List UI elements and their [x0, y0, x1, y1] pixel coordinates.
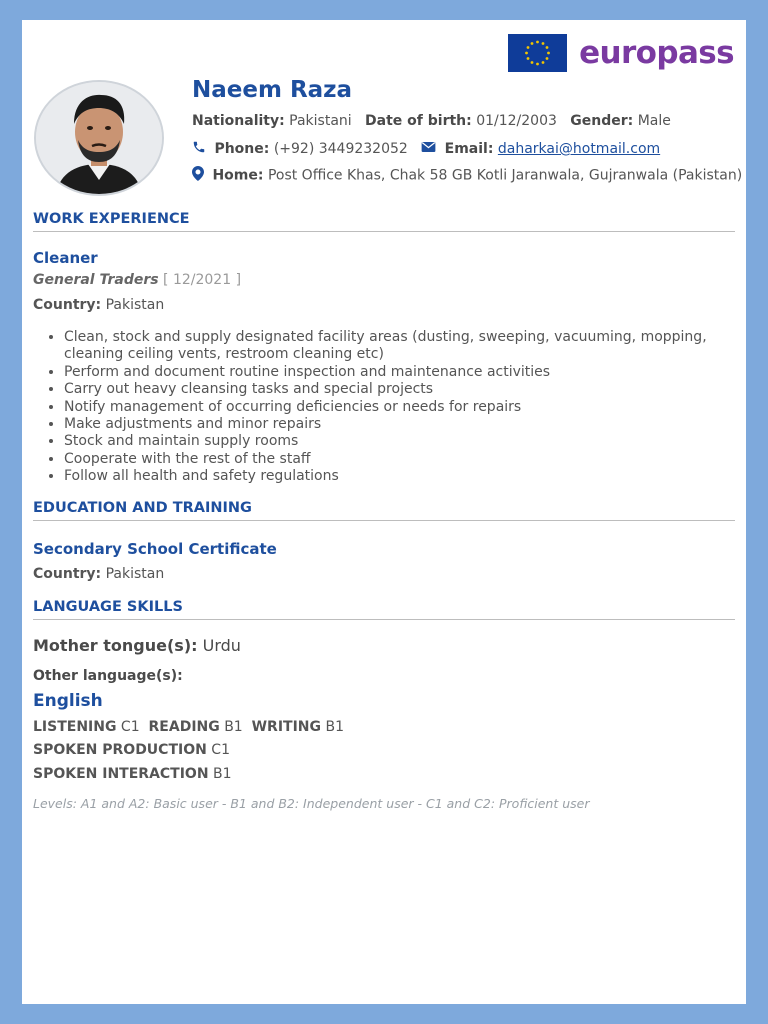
email-link[interactable]: daharkai@hotmail.com: [497, 141, 661, 157]
location-pin-icon: [192, 166, 204, 185]
spoken-production-value: C1: [211, 742, 230, 758]
reading-value: B1: [224, 719, 243, 735]
europass-logo: [508, 34, 734, 72]
cv-page: [22, 20, 746, 1004]
mother-tongue-label: Mother tongue(s):: [33, 636, 198, 655]
listening-value: C1: [120, 719, 140, 735]
home-row: [192, 166, 742, 185]
email-icon: [421, 141, 436, 157]
language-skills-heading: LANGUAGE SKILLS: [33, 599, 735, 620]
spoken-interaction-value: B1: [213, 766, 232, 782]
skills-row-3: [33, 766, 232, 782]
home-value: Post Office Khas, Chak 58 GB Kotli Jaranwala, Gujranwala (Pakistan): [267, 167, 743, 184]
reading-label: READING: [148, 719, 220, 735]
contact-row: [192, 140, 660, 158]
candidate-name: Naeem Raza: [192, 77, 353, 103]
writing-label: WRITING: [251, 719, 322, 735]
frame-corner: [746, 0, 768, 82]
mother-tongue-row: [33, 636, 241, 655]
work-country-label: Country:: [33, 297, 102, 313]
list-item: • Clean, stock and supply designated facility areas (dusting, sweeping, vacuuming, mopping, cleaning ceiling vents, restroom cleaning etc): [64, 329, 744, 364]
phone-icon: [192, 140, 206, 158]
frame-corner: [746, 942, 768, 1024]
employer-line: [33, 272, 241, 288]
education-heading: EDUCATION AND TRAINING: [33, 500, 735, 521]
spoken-interaction-label: SPOKEN INTERACTION: [33, 766, 209, 782]
avatar: [34, 80, 164, 196]
personal-info-row: [192, 113, 671, 129]
skills-row-2: [33, 742, 230, 758]
frame-corner: [0, 942, 22, 1024]
skills-row-1: [33, 719, 344, 735]
language-name: English: [33, 691, 103, 711]
list-item: • Make adjustments and minor repairs: [64, 416, 744, 433]
work-country-value: Pakistan: [105, 297, 165, 313]
nationality-value: Pakistani: [289, 113, 352, 129]
duties-list: [50, 329, 744, 486]
phone-value: (+92) 3449232052: [273, 141, 408, 157]
list-item: • Follow all health and safety regulations: [64, 468, 744, 485]
list-item: • Notify management of occurring deficiencies or needs for repairs: [64, 399, 744, 416]
europass-wordmark: europass: [579, 35, 734, 71]
dob-label: Date of birth:: [365, 113, 472, 129]
listening-label: LISTENING: [33, 719, 117, 735]
mother-tongue-value: Urdu: [202, 636, 241, 655]
home-label: Home:: [212, 167, 264, 184]
list-item: • Cooperate with the rest of the staff: [64, 451, 744, 468]
gender-value: Male: [637, 113, 671, 129]
eu-flag-icon: [508, 34, 567, 72]
qualification-title: Secondary School Certificate: [33, 540, 277, 558]
dob-value: 01/12/2003: [476, 113, 557, 129]
writing-value: B1: [325, 719, 344, 735]
education-country-label: Country:: [33, 566, 102, 582]
education-country-value: Pakistan: [105, 566, 165, 582]
list-item: • Stock and maintain supply rooms: [64, 433, 744, 450]
list-item: • Perform and document routine inspection and maintenance activities: [64, 364, 744, 381]
work-country: [33, 297, 164, 313]
other-languages-label: Other language(s):: [33, 668, 183, 684]
frame-corner: [0, 0, 22, 82]
levels-note: Levels: A1 and A2: Basic user - B1 and B2: Independent user - C1 and C2: Proficient user: [33, 796, 590, 811]
email-label: Email:: [444, 141, 494, 157]
phone-label: Phone:: [214, 141, 270, 157]
job-title: Cleaner: [33, 249, 98, 267]
nationality-label: Nationality:: [192, 113, 285, 129]
employer-name: General Traders: [33, 272, 159, 288]
education-country: [33, 566, 164, 582]
spoken-production-label: SPOKEN PRODUCTION: [33, 742, 207, 758]
gender-label: Gender:: [570, 113, 634, 129]
job-date: [ 12/2021 ]: [163, 272, 242, 288]
work-experience-heading: WORK EXPERIENCE: [33, 211, 735, 232]
list-item: • Carry out heavy cleansing tasks and special projects: [64, 381, 744, 398]
